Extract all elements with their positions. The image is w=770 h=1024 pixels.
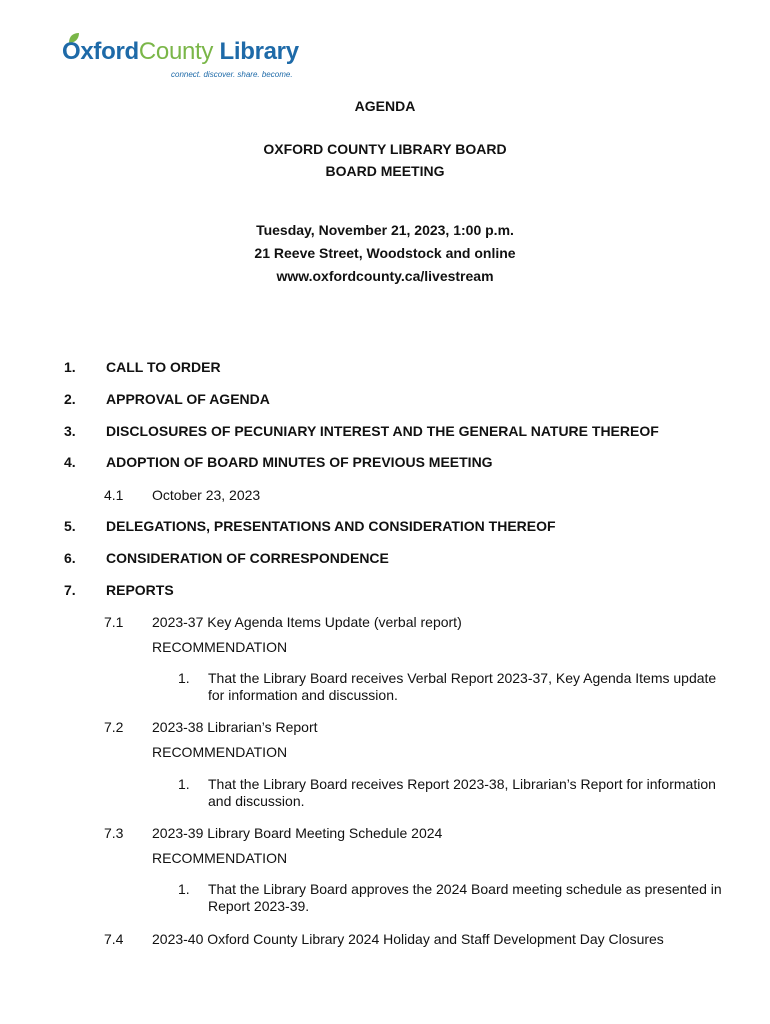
section-number: 1.: [64, 359, 76, 375]
recommendation-number: 1.: [178, 776, 190, 792]
section-number: 4.: [64, 454, 76, 470]
recommendation-text: That the Library Board receives Report 2023-38, Librarian’s Report for information and discussion.: [208, 776, 716, 809]
section-number: 3.: [64, 423, 76, 439]
subsection-number: 4.1: [104, 487, 124, 503]
report-title: 2023-39 Library Board Meeting Schedule 2024: [152, 825, 443, 841]
recommendation-text: That the Library Board approves the 2024 Board meeting schedule as presented in Report 2023-39.: [208, 881, 722, 914]
report-number: 7.4: [104, 931, 124, 947]
section-number: 6.: [64, 550, 76, 566]
recommendation-label: RECOMMENDATION: [152, 639, 288, 655]
section-title: CONSIDERATION OF CORRESPONDENCE: [106, 550, 389, 566]
meeting-date: Tuesday, November 21, 2023, 1:00 p.m.: [256, 222, 514, 238]
section-title: APPROVAL OF AGENDA: [106, 391, 270, 407]
report-number: 7.1: [104, 614, 124, 630]
report-title: 2023-37 Key Agenda Items Update (verbal report): [152, 614, 462, 630]
meeting-location: 21 Reeve Street, Woodstock and online: [254, 245, 516, 261]
recommendation-number: 1.: [178, 881, 190, 897]
section-title: CALL TO ORDER: [106, 359, 221, 375]
report-title: 2023-38 Librarian’s Report: [152, 719, 318, 735]
section-title: REPORTS: [106, 582, 174, 598]
report-title: 2023-40 Oxford County Library 2024 Holiday and Staff Development Day Closures: [152, 931, 664, 947]
section-title: DELEGATIONS, PRESENTATIONS AND CONSIDERATION THEREOF: [106, 518, 556, 534]
meeting-type: BOARD MEETING: [325, 163, 445, 179]
logo-wordmark: [62, 38, 299, 66]
section-number: 5.: [64, 518, 76, 534]
recommendation-text: That the Library Board receives Verbal Report 2023-37, Key Agenda Items update for information and discussion.: [208, 670, 717, 703]
board-name: OXFORD COUNTY LIBRARY BOARD: [263, 141, 507, 157]
section-title: DISCLOSURES OF PECUNIARY INTEREST AND THE GENERAL NATURE THEREOF: [106, 423, 659, 439]
report-number: 7.3: [104, 825, 124, 841]
section-title: ADOPTION OF BOARD MINUTES OF PREVIOUS MEETING: [106, 454, 493, 470]
logo-word-oxford: Oxford: [62, 38, 139, 65]
library-logo: [62, 38, 302, 86]
section-number: 7.: [64, 582, 76, 598]
logo-tagline: connect. discover. share. become.: [171, 70, 293, 79]
agenda-title: AGENDA: [354, 98, 416, 114]
section-number: 2.: [64, 391, 76, 407]
subsection-title: October 23, 2023: [152, 487, 261, 503]
livestream-link[interactable]: www.oxfordcounty.ca/livestream: [276, 268, 494, 284]
report-number: 7.2: [104, 719, 124, 735]
recommendation-number: 1.: [178, 670, 190, 686]
logo-word-county: County: [138, 38, 214, 65]
logo-word-library: Library: [219, 38, 299, 65]
recommendation-label: RECOMMENDATION: [152, 744, 288, 760]
recommendation-label: RECOMMENDATION: [152, 850, 288, 866]
